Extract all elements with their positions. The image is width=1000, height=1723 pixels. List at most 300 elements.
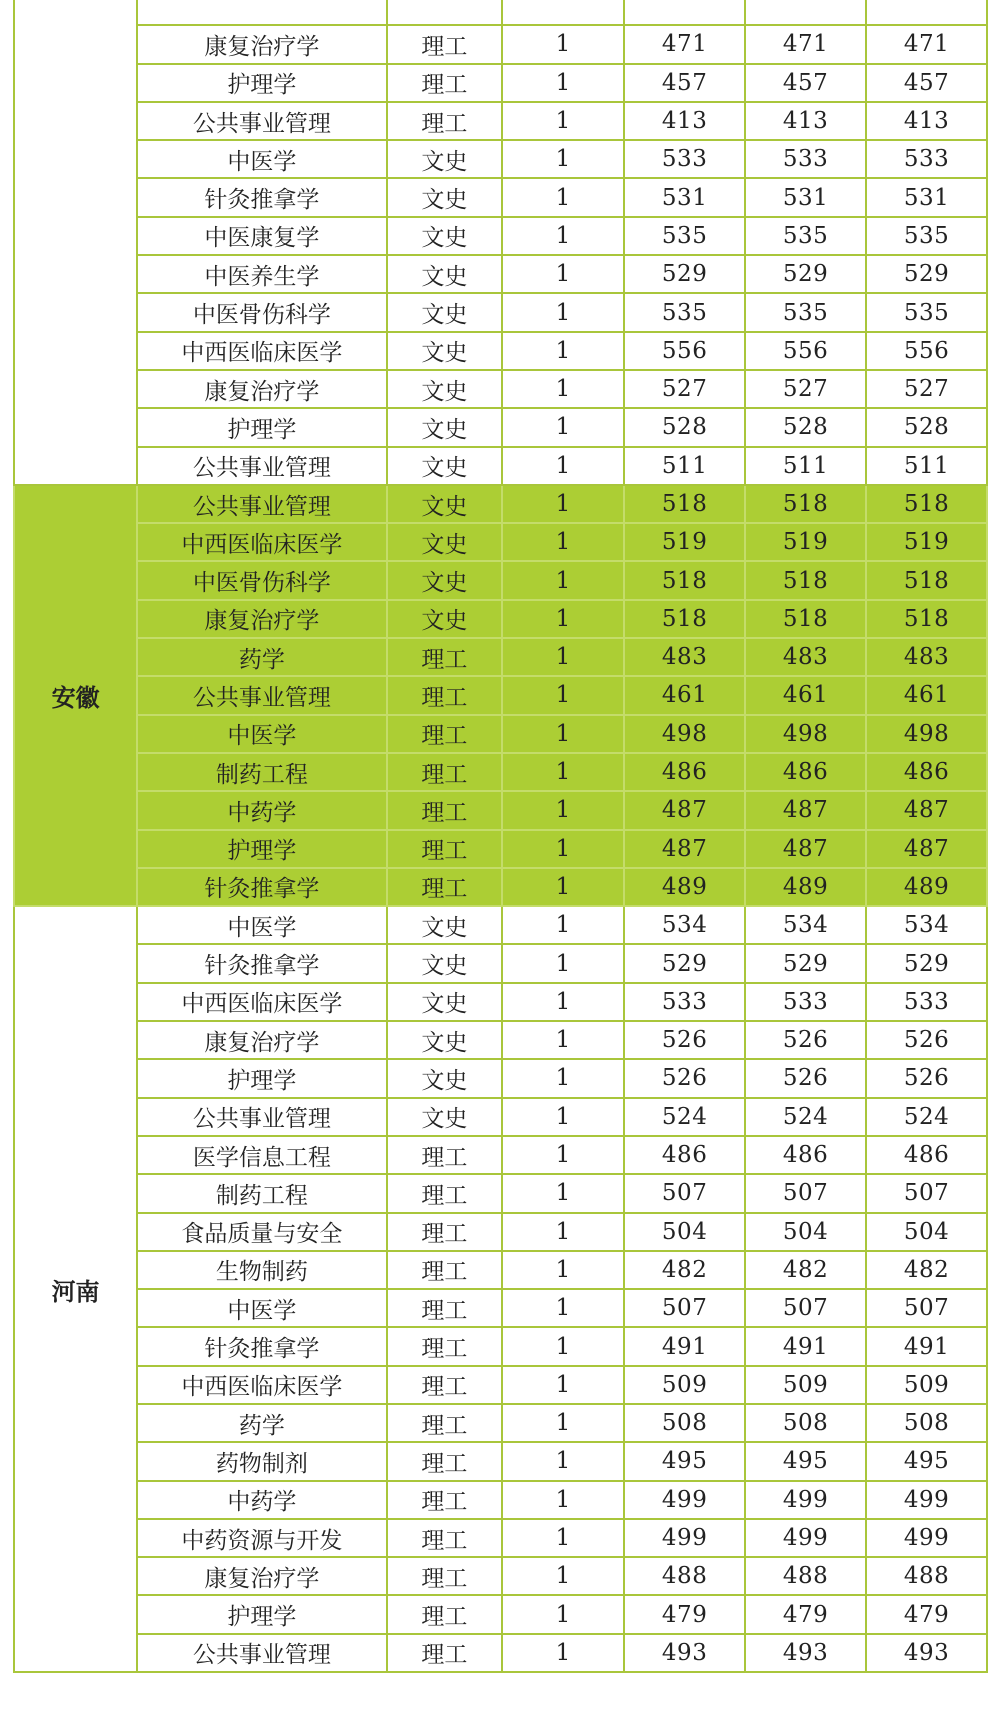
category-cell: 理工 — [387, 1481, 502, 1519]
batch-cell: 1 — [502, 1634, 624, 1672]
batch-cell: 1 — [502, 791, 624, 829]
major-cell: 公共事业管理 — [137, 447, 387, 485]
major-cell: 护理学 — [137, 64, 387, 102]
category-cell: 文史 — [387, 332, 502, 370]
table-row — [14, 1098, 987, 1136]
min-score-cell: 413 — [745, 102, 866, 140]
batch-cell: 1 — [502, 1366, 624, 1404]
min-score-cell: 499 — [745, 1481, 866, 1519]
avg-score-cell: 493 — [866, 1634, 987, 1672]
max-score-cell: 486 — [624, 1136, 745, 1174]
table-row — [14, 408, 987, 446]
avg-score-cell: 499 — [866, 1481, 987, 1519]
avg-score-cell: 524 — [866, 1098, 987, 1136]
major-cell: 康复治疗学 — [137, 1021, 387, 1059]
avg-score-cell: 495 — [866, 1442, 987, 1480]
batch-cell: 1 — [502, 561, 624, 599]
batch-cell: 1 — [502, 1442, 624, 1480]
min-score-cell: 486 — [745, 753, 866, 791]
table-row — [14, 561, 987, 599]
avg-score-cell: 529 — [866, 255, 987, 293]
min-score-cell: 504 — [745, 1213, 866, 1251]
max-score-cell: 535 — [624, 293, 745, 331]
major-cell: 中西医临床医学 — [137, 523, 387, 561]
batch-cell: 1 — [502, 983, 624, 1021]
table-row — [14, 600, 987, 638]
category-cell: 文史 — [387, 523, 502, 561]
max-score-cell: 504 — [624, 1213, 745, 1251]
avg-score-cell: 527 — [866, 370, 987, 408]
table-row — [14, 1327, 987, 1365]
batch-cell: 1 — [502, 1289, 624, 1327]
major-cell: 针灸推拿学 — [137, 944, 387, 982]
min-score-cell: 487 — [745, 830, 866, 868]
min-score-cell: 526 — [745, 1059, 866, 1097]
batch-cell: 1 — [502, 1481, 624, 1519]
major-cell: 中西医临床医学 — [137, 332, 387, 370]
min-score-cell: 531 — [745, 178, 866, 216]
batch-cell: 1 — [502, 1557, 624, 1595]
min-score-cell: 507 — [745, 1289, 866, 1327]
table-row — [14, 944, 987, 982]
min-score-cell: 509 — [745, 1366, 866, 1404]
table-body — [14, 0, 987, 1672]
avg-score-cell: 518 — [866, 485, 987, 523]
major-cell: 中西医临床医学 — [137, 983, 387, 1021]
province-cell: 河南 — [14, 906, 137, 1672]
major-cell: 护理学 — [137, 1595, 387, 1633]
table-row — [14, 1442, 987, 1480]
table-row — [14, 25, 987, 63]
major-cell: 针灸推拿学 — [137, 178, 387, 216]
table-row — [14, 1213, 987, 1251]
max-score-cell: 533 — [624, 140, 745, 178]
avg-score-cell: 479 — [866, 1595, 987, 1633]
max-score-cell: 493 — [624, 1634, 745, 1672]
batch-cell: 1 — [502, 1327, 624, 1365]
major-cell: 护理学 — [137, 1059, 387, 1097]
major-cell: 针灸推拿学 — [137, 1327, 387, 1365]
table-row — [14, 830, 987, 868]
avg-score-cell: 504 — [866, 1213, 987, 1251]
batch-cell: 1 — [502, 1595, 624, 1633]
category-cell: 文史 — [387, 1059, 502, 1097]
category-cell: 理工 — [387, 791, 502, 829]
avg-score-cell: 535 — [866, 217, 987, 255]
batch-cell: 1 — [502, 408, 624, 446]
table-row — [14, 523, 987, 561]
max-score-cell: 488 — [624, 1557, 745, 1595]
avg-score-cell: 526 — [866, 1021, 987, 1059]
table-row — [14, 1289, 987, 1327]
major-cell: 中药资源与开发 — [137, 1519, 387, 1557]
batch-cell: 1 — [502, 485, 624, 523]
major-cell: 针灸推拿学 — [137, 868, 387, 906]
max-score-cell — [624, 0, 745, 25]
table-row — [14, 791, 987, 829]
category-cell: 文史 — [387, 408, 502, 446]
batch-cell: 1 — [502, 1098, 624, 1136]
avg-score-cell: 491 — [866, 1327, 987, 1365]
table-row — [14, 1021, 987, 1059]
batch-cell: 1 — [502, 217, 624, 255]
batch-cell: 1 — [502, 715, 624, 753]
max-score-cell: 534 — [624, 906, 745, 944]
table-row — [14, 1059, 987, 1097]
min-score-cell: 508 — [745, 1404, 866, 1442]
max-score-cell: 499 — [624, 1481, 745, 1519]
min-score-cell: 483 — [745, 638, 866, 676]
major-cell: 中医学 — [137, 906, 387, 944]
table-row — [14, 906, 987, 944]
avg-score-cell: 507 — [866, 1289, 987, 1327]
avg-score-cell: 461 — [866, 676, 987, 714]
category-cell: 理工 — [387, 715, 502, 753]
category-cell: 理工 — [387, 1213, 502, 1251]
major-cell: 中医学 — [137, 715, 387, 753]
category-cell: 理工 — [387, 830, 502, 868]
table-row — [14, 140, 987, 178]
max-score-cell: 482 — [624, 1251, 745, 1289]
category-cell: 理工 — [387, 1404, 502, 1442]
max-score-cell: 524 — [624, 1098, 745, 1136]
table-row — [14, 64, 987, 102]
table-row — [14, 332, 987, 370]
category-cell: 文史 — [387, 1021, 502, 1059]
table-row — [14, 255, 987, 293]
batch-cell: 1 — [502, 753, 624, 791]
table-row — [14, 1595, 987, 1633]
batch-cell: 1 — [502, 1251, 624, 1289]
category-cell: 理工 — [387, 753, 502, 791]
min-score-cell: 479 — [745, 1595, 866, 1633]
avg-score-cell: 471 — [866, 25, 987, 63]
category-cell: 文史 — [387, 906, 502, 944]
major-cell — [137, 0, 387, 25]
max-score-cell: 531 — [624, 178, 745, 216]
avg-score-cell: 486 — [866, 1136, 987, 1174]
table-row — [14, 1251, 987, 1289]
category-cell: 文史 — [387, 217, 502, 255]
min-score-cell: 457 — [745, 64, 866, 102]
batch-cell: 1 — [502, 64, 624, 102]
category-cell: 理工 — [387, 676, 502, 714]
max-score-cell: 483 — [624, 638, 745, 676]
batch-cell: 1 — [502, 140, 624, 178]
avg-score-cell: 511 — [866, 447, 987, 485]
major-cell: 中西医临床医学 — [137, 1366, 387, 1404]
max-score-cell: 533 — [624, 983, 745, 1021]
major-cell: 公共事业管理 — [137, 1098, 387, 1136]
batch-cell: 1 — [502, 102, 624, 140]
max-score-cell: 511 — [624, 447, 745, 485]
avg-score-cell: 519 — [866, 523, 987, 561]
batch-cell: 1 — [502, 1404, 624, 1442]
min-score-cell: 524 — [745, 1098, 866, 1136]
batch-cell: 1 — [502, 638, 624, 676]
min-score-cell: 556 — [745, 332, 866, 370]
category-cell: 理工 — [387, 1595, 502, 1633]
batch-cell: 1 — [502, 830, 624, 868]
min-score-cell: 518 — [745, 485, 866, 523]
category-cell: 理工 — [387, 102, 502, 140]
major-cell: 公共事业管理 — [137, 102, 387, 140]
min-score-cell: 511 — [745, 447, 866, 485]
max-score-cell: 526 — [624, 1059, 745, 1097]
table-row — [14, 868, 987, 906]
category-cell: 理工 — [387, 1174, 502, 1212]
batch-cell: 1 — [502, 332, 624, 370]
batch-cell: 1 — [502, 255, 624, 293]
category-cell: 文史 — [387, 178, 502, 216]
table-row — [14, 753, 987, 791]
avg-score-cell: 487 — [866, 830, 987, 868]
table-row — [14, 983, 987, 1021]
category-cell: 理工 — [387, 638, 502, 676]
avg-score-cell: 483 — [866, 638, 987, 676]
major-cell: 护理学 — [137, 408, 387, 446]
category-cell: 文史 — [387, 485, 502, 523]
major-cell: 医学信息工程 — [137, 1136, 387, 1174]
max-score-cell: 518 — [624, 600, 745, 638]
table-row — [14, 1404, 987, 1442]
min-score-cell: 526 — [745, 1021, 866, 1059]
category-cell: 理工 — [387, 64, 502, 102]
table-row — [14, 1557, 987, 1595]
batch-cell: 1 — [502, 370, 624, 408]
category-cell: 文史 — [387, 1098, 502, 1136]
max-score-cell: 461 — [624, 676, 745, 714]
avg-score-cell: 457 — [866, 64, 987, 102]
max-score-cell: 499 — [624, 1519, 745, 1557]
avg-score-cell: 526 — [866, 1059, 987, 1097]
max-score-cell: 487 — [624, 830, 745, 868]
min-score-cell: 533 — [745, 140, 866, 178]
category-cell: 文史 — [387, 983, 502, 1021]
avg-score-cell: 531 — [866, 178, 987, 216]
min-score-cell: 529 — [745, 944, 866, 982]
min-score-cell: 482 — [745, 1251, 866, 1289]
table-row — [14, 447, 987, 485]
category-cell: 理工 — [387, 1327, 502, 1365]
min-score-cell: 535 — [745, 217, 866, 255]
avg-score-cell: 535 — [866, 293, 987, 331]
category-cell: 文史 — [387, 140, 502, 178]
min-score-cell: 527 — [745, 370, 866, 408]
table-row — [14, 102, 987, 140]
major-cell: 中医骨伤科学 — [137, 561, 387, 599]
max-score-cell: 507 — [624, 1174, 745, 1212]
category-cell: 理工 — [387, 1289, 502, 1327]
max-score-cell: 491 — [624, 1327, 745, 1365]
major-cell: 中医康复学 — [137, 217, 387, 255]
category-cell: 理工 — [387, 868, 502, 906]
province-cell: 安徽 — [14, 485, 137, 906]
category-cell: 文史 — [387, 293, 502, 331]
major-cell: 中药学 — [137, 1481, 387, 1519]
major-cell: 中医养生学 — [137, 255, 387, 293]
table-row — [14, 217, 987, 255]
min-score-cell: 487 — [745, 791, 866, 829]
table-row — [14, 1174, 987, 1212]
avg-score-cell: 556 — [866, 332, 987, 370]
table-row — [14, 1519, 987, 1557]
min-score-cell — [745, 0, 866, 25]
category-cell: 文史 — [387, 600, 502, 638]
category-cell: 理工 — [387, 1634, 502, 1672]
category-cell: 文史 — [387, 370, 502, 408]
avg-score-cell: 482 — [866, 1251, 987, 1289]
min-score-cell: 533 — [745, 983, 866, 1021]
table-row — [14, 485, 987, 523]
max-score-cell: 479 — [624, 1595, 745, 1633]
min-score-cell: 535 — [745, 293, 866, 331]
batch-cell: 1 — [502, 1059, 624, 1097]
category-cell: 理工 — [387, 1442, 502, 1480]
table-row — [14, 0, 987, 25]
avg-score-cell: 529 — [866, 944, 987, 982]
min-score-cell: 461 — [745, 676, 866, 714]
major-cell: 食品质量与安全 — [137, 1213, 387, 1251]
batch-cell: 1 — [502, 178, 624, 216]
max-score-cell: 509 — [624, 1366, 745, 1404]
max-score-cell: 526 — [624, 1021, 745, 1059]
avg-score-cell: 498 — [866, 715, 987, 753]
admission-score-table — [13, 0, 988, 1673]
batch-cell: 1 — [502, 1519, 624, 1557]
table-row — [14, 638, 987, 676]
avg-score-cell: 487 — [866, 791, 987, 829]
max-score-cell: 498 — [624, 715, 745, 753]
max-score-cell: 471 — [624, 25, 745, 63]
min-score-cell: 488 — [745, 1557, 866, 1595]
max-score-cell: 518 — [624, 485, 745, 523]
batch-cell: 1 — [502, 293, 624, 331]
min-score-cell: 519 — [745, 523, 866, 561]
batch-cell: 1 — [502, 906, 624, 944]
table-row — [14, 715, 987, 753]
avg-score-cell: 518 — [866, 561, 987, 599]
max-score-cell: 519 — [624, 523, 745, 561]
major-cell: 药物制剂 — [137, 1442, 387, 1480]
category-cell: 理工 — [387, 1366, 502, 1404]
max-score-cell: 529 — [624, 255, 745, 293]
min-score-cell: 498 — [745, 715, 866, 753]
batch-cell: 1 — [502, 447, 624, 485]
category-cell: 理工 — [387, 1519, 502, 1557]
min-score-cell: 486 — [745, 1136, 866, 1174]
table-row — [14, 293, 987, 331]
min-score-cell: 507 — [745, 1174, 866, 1212]
min-score-cell: 495 — [745, 1442, 866, 1480]
max-score-cell: 528 — [624, 408, 745, 446]
avg-score-cell: 508 — [866, 1404, 987, 1442]
category-cell: 文史 — [387, 447, 502, 485]
min-score-cell: 499 — [745, 1519, 866, 1557]
category-cell: 文史 — [387, 561, 502, 599]
max-score-cell: 508 — [624, 1404, 745, 1442]
max-score-cell: 518 — [624, 561, 745, 599]
table-row — [14, 370, 987, 408]
max-score-cell: 495 — [624, 1442, 745, 1480]
major-cell: 护理学 — [137, 830, 387, 868]
min-score-cell: 518 — [745, 600, 866, 638]
max-score-cell: 413 — [624, 102, 745, 140]
major-cell: 制药工程 — [137, 1174, 387, 1212]
max-score-cell: 529 — [624, 944, 745, 982]
batch-cell: 1 — [502, 676, 624, 714]
batch-cell: 1 — [502, 1021, 624, 1059]
min-score-cell: 528 — [745, 408, 866, 446]
province-cell — [14, 0, 137, 485]
major-cell: 生物制药 — [137, 1251, 387, 1289]
avg-score-cell: 489 — [866, 868, 987, 906]
category-cell: 理工 — [387, 1251, 502, 1289]
major-cell: 中医学 — [137, 1289, 387, 1327]
batch-cell: 1 — [502, 944, 624, 982]
min-score-cell: 534 — [745, 906, 866, 944]
batch-cell: 1 — [502, 1213, 624, 1251]
category-cell: 理工 — [387, 1136, 502, 1174]
batch-cell: 1 — [502, 1136, 624, 1174]
avg-score-cell: 507 — [866, 1174, 987, 1212]
max-score-cell: 457 — [624, 64, 745, 102]
major-cell: 药学 — [137, 1404, 387, 1442]
major-cell: 康复治疗学 — [137, 600, 387, 638]
max-score-cell: 507 — [624, 1289, 745, 1327]
avg-score-cell: 534 — [866, 906, 987, 944]
table-row — [14, 676, 987, 714]
batch-cell — [502, 0, 624, 25]
category-cell: 文史 — [387, 944, 502, 982]
min-score-cell: 518 — [745, 561, 866, 599]
major-cell: 制药工程 — [137, 753, 387, 791]
avg-score-cell: 486 — [866, 753, 987, 791]
batch-cell: 1 — [502, 1174, 624, 1212]
major-cell: 康复治疗学 — [137, 370, 387, 408]
avg-score-cell: 488 — [866, 1557, 987, 1595]
major-cell: 中医骨伤科学 — [137, 293, 387, 331]
min-score-cell: 529 — [745, 255, 866, 293]
max-score-cell: 487 — [624, 791, 745, 829]
major-cell: 公共事业管理 — [137, 485, 387, 523]
avg-score-cell: 528 — [866, 408, 987, 446]
min-score-cell: 493 — [745, 1634, 866, 1672]
max-score-cell: 535 — [624, 217, 745, 255]
major-cell: 药学 — [137, 638, 387, 676]
major-cell: 康复治疗学 — [137, 25, 387, 63]
max-score-cell: 527 — [624, 370, 745, 408]
table-row — [14, 1366, 987, 1404]
max-score-cell: 489 — [624, 868, 745, 906]
min-score-cell: 489 — [745, 868, 866, 906]
max-score-cell: 556 — [624, 332, 745, 370]
major-cell: 康复治疗学 — [137, 1557, 387, 1595]
category-cell: 理工 — [387, 1557, 502, 1595]
major-cell: 公共事业管理 — [137, 1634, 387, 1672]
batch-cell: 1 — [502, 868, 624, 906]
major-cell: 中医学 — [137, 140, 387, 178]
category-cell — [387, 0, 502, 25]
table-row — [14, 1634, 987, 1672]
avg-score-cell — [866, 0, 987, 25]
category-cell: 理工 — [387, 25, 502, 63]
table-row — [14, 1481, 987, 1519]
avg-score-cell: 499 — [866, 1519, 987, 1557]
batch-cell: 1 — [502, 600, 624, 638]
category-cell: 文史 — [387, 255, 502, 293]
max-score-cell: 486 — [624, 753, 745, 791]
